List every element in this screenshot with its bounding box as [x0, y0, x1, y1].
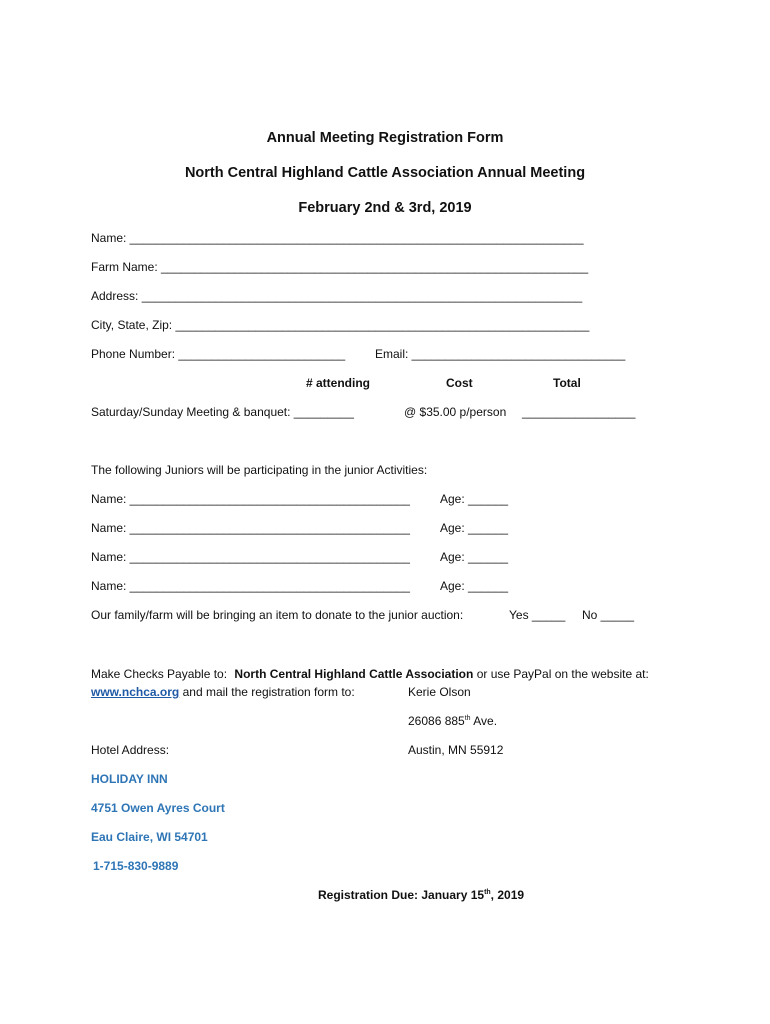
- donate-question: Our family/farm will be bringing an item to donate to the junior auction:: [91, 608, 464, 622]
- meeting-banquet-cost: @ $35.00 p/person: [404, 405, 507, 419]
- junior-name-field[interactable]: Name: __________________________________________: [91, 492, 410, 506]
- meeting-banquet-total-field[interactable]: _________________: [522, 405, 636, 419]
- due-year: , 2019: [490, 888, 525, 902]
- hotel-phone: 1-715-830-9889: [93, 859, 179, 873]
- registration-due: [318, 888, 524, 902]
- association-meeting-title: North Central Highland Cattle Association Annual Meeting: [184, 165, 586, 181]
- mail-line: [91, 685, 355, 699]
- mail-recipient-name: Kerie Olson: [408, 685, 471, 699]
- payment-line: [91, 667, 649, 681]
- mail-street-end: Ave.: [470, 714, 498, 728]
- mail-street: [408, 714, 497, 728]
- phone-field[interactable]: Phone Number: _________________________: [91, 347, 346, 361]
- mail-street-suffix: th: [464, 715, 471, 722]
- city-state-zip-field[interactable]: City, State, Zip: ______________________________________________________________: [91, 318, 590, 332]
- payment-payee: North Central Highland Cattle Association: [234, 667, 474, 681]
- farm-name-field[interactable]: Farm Name: ________________________________________________________________: [91, 260, 589, 274]
- donate-yes-field[interactable]: Yes _____: [509, 608, 566, 622]
- meeting-banquet-attending-field[interactable]: Saturday/Sunday Meeting & banquet: _________: [91, 405, 354, 419]
- due-text: Registration Due: January 15: [318, 888, 485, 902]
- col-cost-header: Cost: [446, 376, 473, 390]
- donate-no-field[interactable]: No _____: [582, 608, 635, 622]
- junior-name-field[interactable]: Name: __________________________________________: [91, 550, 410, 564]
- hotel-label: Hotel Address:: [91, 743, 170, 757]
- address-field[interactable]: Address: __________________________________________________________________: [91, 289, 583, 303]
- mail-instruction: and mail the registration form to:: [182, 685, 355, 699]
- website-link[interactable]: www.nchca.org: [91, 685, 180, 699]
- col-attending-header: # attending: [306, 376, 371, 390]
- payment-prefix: Make Checks Payable to:: [91, 667, 228, 681]
- email-field[interactable]: Email: ________________________________: [375, 347, 626, 361]
- junior-age-field[interactable]: Age: ______: [440, 579, 509, 593]
- hotel-name: HOLIDAY INN: [91, 772, 168, 786]
- hotel-city: Eau Claire, WI 54701: [91, 830, 208, 844]
- junior-name-field[interactable]: Name: __________________________________________: [91, 579, 410, 593]
- mail-city: Austin, MN 55912: [408, 743, 504, 757]
- mail-street-number: 26086 885: [408, 714, 465, 728]
- col-total-header: Total: [553, 376, 581, 390]
- due-suffix: th: [484, 889, 491, 896]
- junior-age-field[interactable]: Age: ______: [440, 521, 509, 535]
- form-title: Annual Meeting Registration Form: [266, 130, 504, 146]
- hotel-street: 4751 Owen Ayres Court: [91, 801, 225, 815]
- junior-age-field[interactable]: Age: ______: [440, 492, 509, 506]
- meeting-dates: February 2nd & 3rd, 2019: [298, 200, 472, 216]
- juniors-intro: The following Juniors will be participating in the junior Activities:: [91, 463, 428, 477]
- payment-suffix: or use PayPal on the website at:: [476, 667, 649, 681]
- junior-age-field[interactable]: Age: ______: [440, 550, 509, 564]
- junior-name-field[interactable]: Name: __________________________________________: [91, 521, 410, 535]
- name-field[interactable]: Name: ____________________________________________________________________: [91, 231, 584, 245]
